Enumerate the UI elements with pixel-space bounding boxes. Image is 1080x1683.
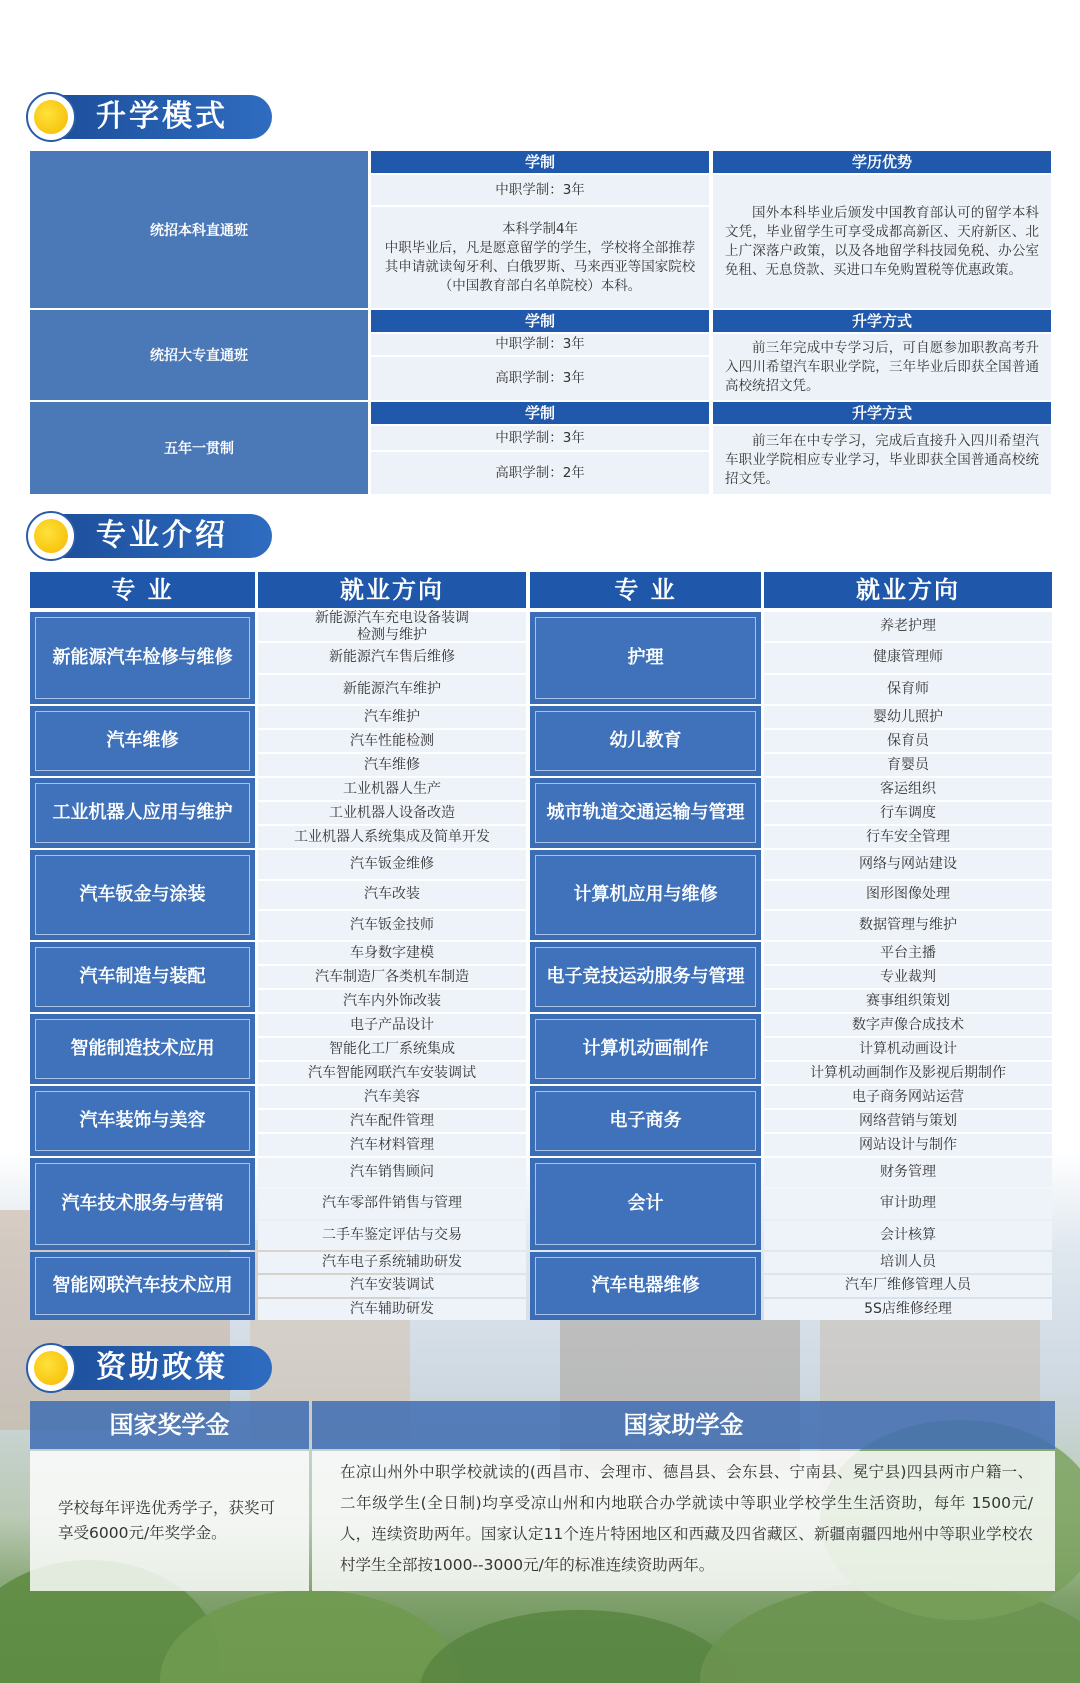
employment-item: 汽车材料管理 bbox=[258, 1134, 526, 1156]
program-duration: 中职学制：3年 bbox=[371, 175, 709, 205]
section-title: 资助政策 bbox=[96, 1350, 228, 1385]
scholarship-text: 学校每年评选优秀学子，获奖可享受6000元/年奖学金。 bbox=[58, 1499, 276, 1542]
employment-item: 保育员 bbox=[764, 730, 1052, 752]
program-duration: 高职学制：2年 bbox=[371, 452, 709, 494]
major-name: 智能制造技术应用 bbox=[35, 1019, 250, 1079]
major-name: 计算机动画制作 bbox=[535, 1019, 756, 1079]
major-card bbox=[30, 778, 255, 848]
col-header-duration: 学制 bbox=[371, 402, 709, 424]
col-header-duration: 学制 bbox=[371, 310, 709, 332]
col-header-duration: 学制 bbox=[371, 151, 709, 173]
employment-item: 工业机器人生产 bbox=[258, 778, 526, 800]
employment-item: 审计助理 bbox=[764, 1189, 1052, 1218]
employment-item: 汽车销售顾问 bbox=[258, 1158, 526, 1187]
employment-item: 汽车辅助研发 bbox=[258, 1299, 526, 1320]
major-name: 护理 bbox=[535, 617, 756, 699]
employment-item: 计算机动画制作及影视后期制作 bbox=[764, 1062, 1052, 1084]
yellow-circle-icon bbox=[26, 92, 76, 142]
major-card bbox=[30, 850, 255, 940]
employment-item: 工业机器人设备改造 bbox=[258, 802, 526, 824]
major-card bbox=[530, 612, 761, 704]
major-card bbox=[30, 1252, 255, 1320]
employment-item: 汽车钣金技师 bbox=[258, 911, 526, 940]
employment-item: 行车调度 bbox=[764, 802, 1052, 824]
program-duration: 中职学制：3年 bbox=[371, 334, 709, 355]
major-card bbox=[30, 942, 255, 1012]
major-card bbox=[530, 850, 761, 940]
program-pathway bbox=[713, 426, 1051, 494]
employment-item: 会计核算 bbox=[764, 1221, 1052, 1250]
major-name: 智能网联汽车技术应用 bbox=[35, 1257, 250, 1315]
employment-item: 汽车厂维修管理人员 bbox=[764, 1275, 1052, 1296]
employment-item: 汽车维护 bbox=[258, 706, 526, 728]
major-card bbox=[30, 612, 255, 704]
scholarship-header: 国家奖学金 bbox=[30, 1401, 309, 1449]
employment-item: 财务管理 bbox=[764, 1158, 1052, 1187]
employment-item: 赛事组织策划 bbox=[764, 990, 1052, 1012]
employment-item: 保育师 bbox=[764, 675, 1052, 704]
major-card bbox=[30, 706, 255, 776]
employment-item: 计算机动画设计 bbox=[764, 1038, 1052, 1060]
major-name: 工业机器人应用与维护 bbox=[35, 783, 250, 843]
section-header-admission bbox=[26, 92, 272, 142]
employment-item: 新能源汽车售后维修 bbox=[258, 643, 526, 672]
employment-item: 汽车钣金维修 bbox=[258, 850, 526, 879]
program-pathway-text: 前三年完成中专学习后，可自愿参加职教高考升入四川希望汽车职业学院，三年毕业后即获全国普通高校统招文凭。 bbox=[725, 339, 1039, 394]
program-pathway bbox=[713, 334, 1051, 400]
employment-item: 智能化工厂系统集成 bbox=[258, 1038, 526, 1060]
major-name: 城市轨道交通运输与管理 bbox=[535, 783, 756, 843]
employment-item: 汽车性能检测 bbox=[258, 730, 526, 752]
major-name: 电子商务 bbox=[535, 1091, 756, 1151]
col-header-advantage: 学历优势 bbox=[713, 151, 1051, 173]
employment-item: 工业机器人系统集成及简单开发 bbox=[258, 826, 526, 848]
major-card bbox=[530, 778, 761, 848]
employment-item: 电子商务网站运营 bbox=[764, 1086, 1052, 1108]
major-name: 汽车技术服务与营销 bbox=[35, 1163, 250, 1245]
majors-header-employment: 就业方向 bbox=[764, 572, 1052, 608]
majors-header-major: 专 业 bbox=[30, 572, 255, 608]
program-duration: 高职学制：3年 bbox=[371, 357, 709, 400]
employment-item: 养老护理 bbox=[764, 612, 1052, 641]
employment-item: 汽车配件管理 bbox=[258, 1110, 526, 1132]
major-name: 汽车钣金与涂装 bbox=[35, 855, 250, 935]
major-name: 汽车制造与装配 bbox=[35, 947, 250, 1007]
program-advantage-text: 国外本科毕业后颁发中国教育部认可的留学本科文凭，毕业留学生可享受成都高新区、天府新区、北上广深落户政策，以及各地留学科技园免税、办公室免租、无息贷款、买进口车免购置税等优惠政策。 bbox=[725, 204, 1039, 278]
employment-item: 车身数字建模 bbox=[258, 942, 526, 964]
major-card bbox=[530, 1014, 761, 1084]
employment-item: 数据管理与维护 bbox=[764, 911, 1052, 940]
major-card bbox=[530, 1158, 761, 1250]
employment-item: 新能源汽车维护 bbox=[258, 675, 526, 704]
major-card bbox=[530, 706, 761, 776]
employment-item: 婴幼儿照护 bbox=[764, 706, 1052, 728]
majors-header-major: 专 业 bbox=[530, 572, 761, 608]
employment-item: 汽车内外饰改装 bbox=[258, 990, 526, 1012]
program-label: 五年一贯制 bbox=[30, 402, 368, 494]
section-header-financial-aid bbox=[26, 1343, 272, 1393]
program-label: 统招大专直通班 bbox=[30, 310, 368, 400]
employment-item: 客运组织 bbox=[764, 778, 1052, 800]
major-card bbox=[530, 1252, 761, 1320]
col-header-pathway: 升学方式 bbox=[713, 402, 1051, 424]
program-label: 统招本科直通班 bbox=[30, 151, 368, 308]
employment-item: 网站设计与制作 bbox=[764, 1134, 1052, 1156]
employment-item: 汽车维修 bbox=[258, 754, 526, 776]
employment-item: 数字声像合成技术 bbox=[764, 1014, 1052, 1036]
program-duration-detail: 本科学制4年 中职毕业后，凡是愿意留学的学生，学校将全部推荐其申请就读匈牙利、白俄罗斯、马来西亚等国家院校（中国教育部白名单院校）本科。 bbox=[371, 207, 709, 308]
program-advantage bbox=[713, 175, 1051, 308]
employment-item: 汽车制造厂各类机车制造 bbox=[258, 966, 526, 988]
employment-item: 汽车零部件销售与管理 bbox=[258, 1189, 526, 1218]
section-header-majors bbox=[26, 511, 272, 561]
employment-item: 专业裁判 bbox=[764, 966, 1052, 988]
employment-item: 5S店维修经理 bbox=[764, 1299, 1052, 1320]
major-name: 计算机应用与维修 bbox=[535, 855, 756, 935]
employment-item: 电子产品设计 bbox=[258, 1014, 526, 1036]
grant-text: 在凉山州外中职学校就读的(西昌市、会理市、德昌县、会东县、宁南县、冕宁县)四县两市户籍一、二年级学生(全日制)均享受凉山州和内地联合办学就读中等职业学校学生生活资助，每年 1500元/人，连续资助两年。国家认定11个连片特困地区和西藏及四省藏区、新疆南疆四地州中等职业学校农村学生全部按1000--3000元/年的标准连续资助两年。 bbox=[340, 1463, 1033, 1574]
grant-header: 国家助学金 bbox=[312, 1401, 1055, 1449]
yellow-circle-icon bbox=[26, 1343, 76, 1393]
employment-item: 图形图像处理 bbox=[764, 881, 1052, 910]
major-card bbox=[30, 1158, 255, 1250]
program-pathway-text: 前三年在中专学习，完成后直接升入四川希望汽车职业学院相应专业学习，毕业即获全国普通高校统招文凭。 bbox=[725, 432, 1039, 487]
major-name: 新能源汽车检修与维修 bbox=[35, 617, 250, 699]
major-name: 幼儿教育 bbox=[535, 711, 756, 771]
major-name: 汽车装饰与美容 bbox=[35, 1091, 250, 1151]
employment-item: 汽车智能网联汽车安装调试 bbox=[258, 1062, 526, 1084]
major-card bbox=[30, 1086, 255, 1156]
employment-item: 网络与网站建设 bbox=[764, 850, 1052, 879]
major-card bbox=[530, 942, 761, 1012]
employment-item: 新能源汽车充电设备装调 检测与维护 bbox=[258, 612, 526, 641]
employment-item: 培训人员 bbox=[764, 1252, 1052, 1273]
employment-item: 汽车安装调试 bbox=[258, 1275, 526, 1296]
major-card bbox=[530, 1086, 761, 1156]
employment-item: 汽车美容 bbox=[258, 1086, 526, 1108]
employment-item: 行车安全管理 bbox=[764, 826, 1052, 848]
grant-body bbox=[312, 1451, 1055, 1591]
employment-item: 汽车改装 bbox=[258, 881, 526, 910]
section-title: 升学模式 bbox=[96, 99, 228, 134]
major-card bbox=[30, 1014, 255, 1084]
major-name: 电子竞技运动服务与管理 bbox=[535, 947, 756, 1007]
yellow-circle-icon bbox=[26, 511, 76, 561]
employment-item: 育婴员 bbox=[764, 754, 1052, 776]
major-name: 汽车维修 bbox=[35, 711, 250, 771]
section-title: 专业介绍 bbox=[96, 518, 228, 553]
majors-header-employment: 就业方向 bbox=[258, 572, 526, 608]
scholarship-body bbox=[30, 1451, 309, 1591]
major-name: 汽车电器维修 bbox=[535, 1257, 756, 1315]
employment-item: 平台主播 bbox=[764, 942, 1052, 964]
employment-item: 网络营销与策划 bbox=[764, 1110, 1052, 1132]
program-duration: 中职学制：3年 bbox=[371, 426, 709, 450]
employment-item: 汽车电子系统辅助研发 bbox=[258, 1252, 526, 1273]
employment-item: 健康管理师 bbox=[764, 643, 1052, 672]
col-header-pathway: 升学方式 bbox=[713, 310, 1051, 332]
major-name: 会计 bbox=[535, 1163, 756, 1245]
employment-item: 二手车鉴定评估与交易 bbox=[258, 1221, 526, 1250]
